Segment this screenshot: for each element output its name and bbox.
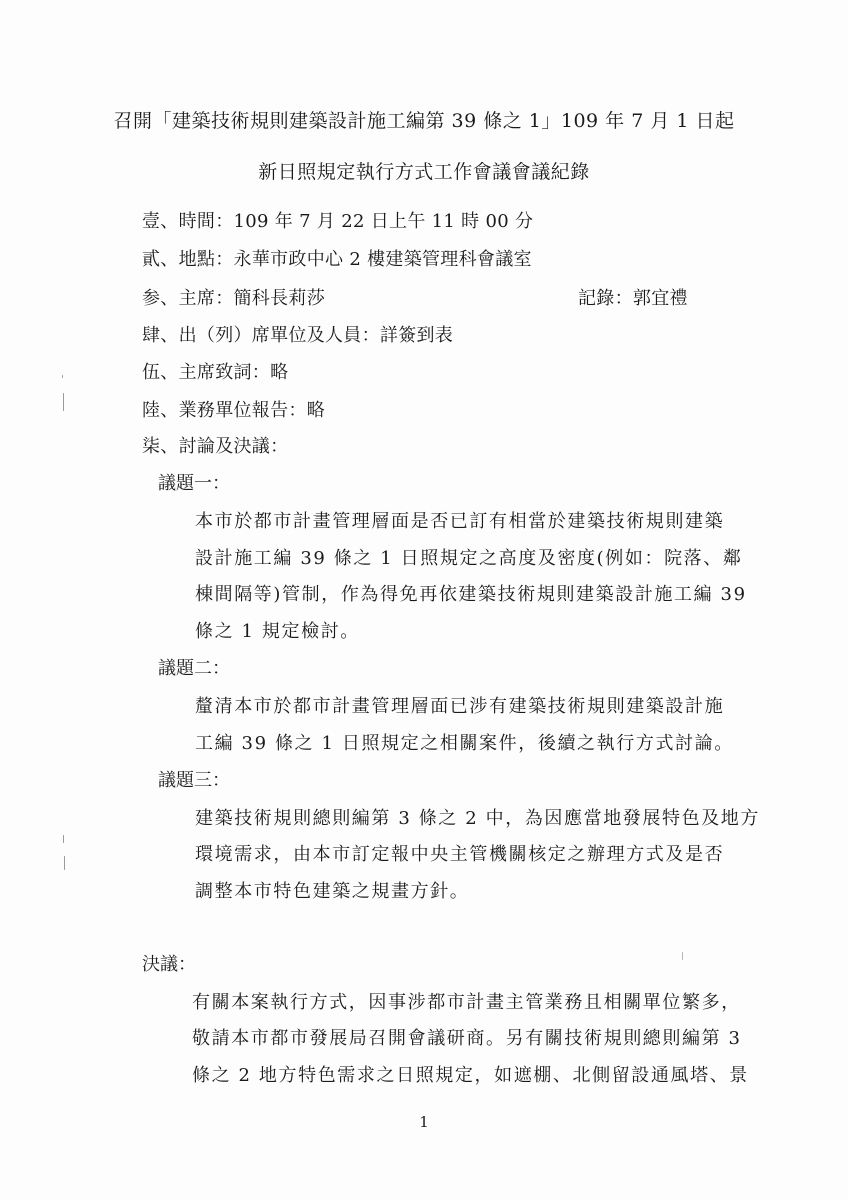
document-title-line-2: 新日照規定執行方式工作會議會議紀錄 (258, 161, 590, 183)
item-attendees: 肆、出（列）席單位及人員：詳簽到表 (142, 325, 454, 346)
scan-mark (63, 393, 64, 411)
issue-1-line: 棟間隔等)管制，作為得免再依建築技術規則建築設計施工編 39 (195, 584, 747, 605)
item-recorder: 記錄：郭宜禮 (578, 288, 688, 309)
issue-1-heading: 議題一： (158, 473, 230, 494)
issue-3-line: 調整本市特色建築之規畫方針。 (195, 881, 470, 902)
issue-3-line: 環境需求，由本市訂定報中央主管機關核定之辦理方式及是否 (195, 844, 725, 865)
item-discussion: 柒、討論及決議： (142, 436, 289, 457)
resolution-heading: 決議： (142, 954, 196, 975)
issue-2-line: 工編 39 條之 1 日照規定之相關案件，後續之執行方式討論。 (195, 733, 734, 754)
issue-3-heading: 議題三： (158, 770, 230, 791)
scan-mark (63, 835, 64, 843)
issue-1-line: 本市於都市計畫管理層面是否已訂有相當於建築技術規則建築 (195, 511, 725, 532)
issue-3-line: 建築技術規則總則編第 3 條之 2 中，為因應當地發展特色及地方 (195, 808, 760, 829)
resolution-line: 條之 2 地方特色需求之日照規定，如遮棚、北側留設通風塔、景 (192, 1065, 749, 1086)
document-title-line-1: 召開「建築技術規則建築設計施工編第 39 條之 1」109 年 7 月 1 日起 (113, 110, 735, 132)
scan-mark (62, 375, 63, 378)
item-unit-report: 陸、業務單位報告：略 (142, 400, 325, 421)
resolution-line: 敬請本市都市發展局召開會議研商。另有關技術規則總則編第 3 (192, 1028, 742, 1049)
issue-1-line: 條之 1 規定檢討。 (195, 621, 360, 642)
scan-mark (64, 856, 65, 870)
issue-2-heading: 議題二： (158, 658, 230, 679)
item-chair: 参、主席：簡科長莉莎 (142, 288, 325, 309)
issue-1-line: 設計施工編 39 條之 1 日照規定之高度及密度(例如：院落、鄰 (195, 548, 743, 569)
item-time: 壹、時間：109 年 7 月 22 日上午 11 時 00 分 (142, 211, 534, 232)
resolution-line: 有關本案執行方式，因事涉都市計畫主管業務且相關單位繁多， (192, 992, 741, 1013)
issue-2-line: 釐清本市於都市計畫管理層面已涉有建築技術規則建築設計施 (195, 696, 725, 717)
item-chair-speech: 伍、主席致詞：略 (142, 362, 289, 383)
item-location: 貳、地點：永華市政中心 2 樓建築管理科會議室 (142, 249, 532, 270)
page-number: 1 (419, 1113, 429, 1131)
scan-mark (682, 952, 683, 960)
